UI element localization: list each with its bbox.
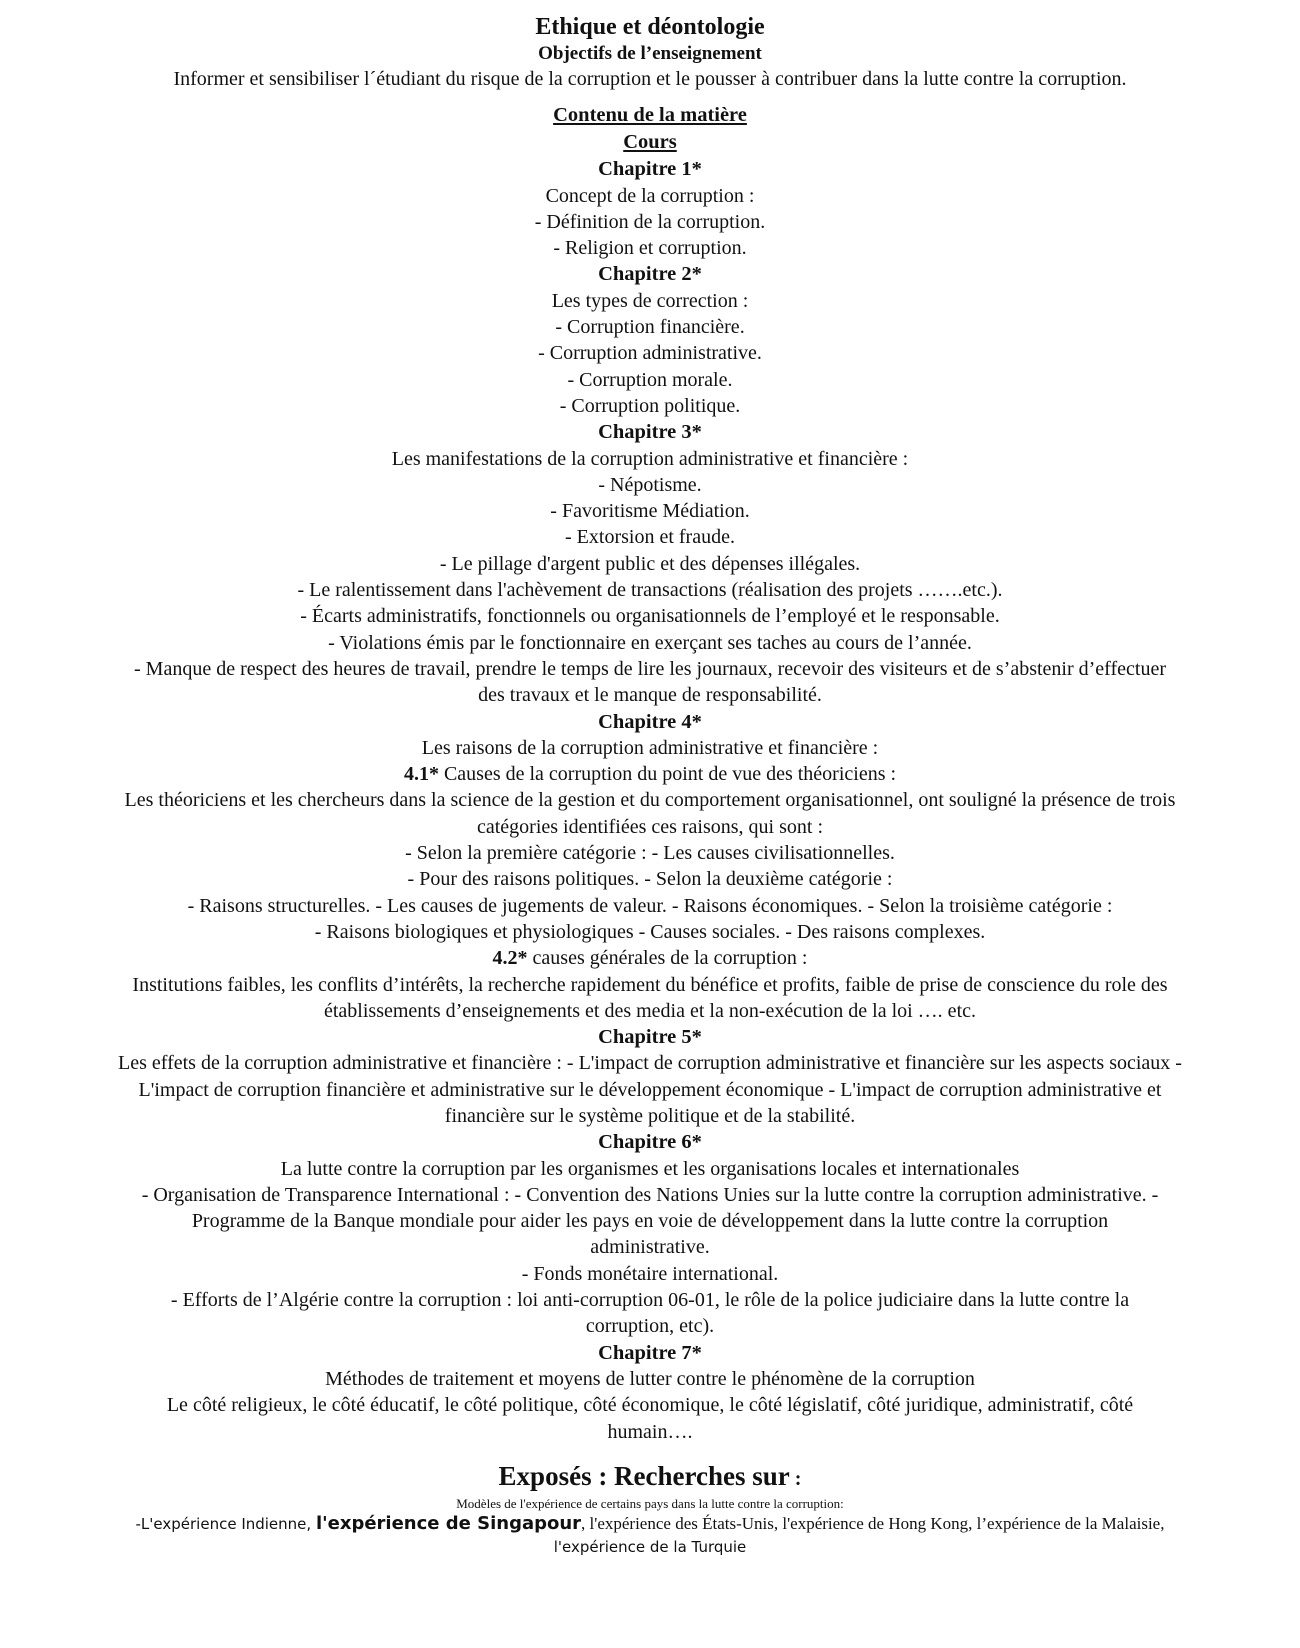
chapter-3-title: Chapitre 3* [598,421,702,444]
chapter-4-intro: Les raisons de la corruption administrative et financière : [421,736,879,759]
chapter-1-line: Concept de la corruption : [545,184,755,207]
chapter-7-line: Le côté religieux, le côté éducatif, le côté politique, côté économique, le côté législatif, côté juridique, administratif, côté humain…. [166,1394,1134,1443]
chapter-6-title: Chapitre 6* [598,1131,702,1154]
chapter-1-title: Chapitre 1* [598,158,702,181]
chapter-2-line: - Corruption politique. [559,394,741,417]
exposes-subtitle: Modèles de l'expérience de certains pays dans la lutte contre la corruption: [456,1495,844,1511]
section-4-1-number: 4.1* [403,763,439,786]
section-4-1-line: Les théoriciens et les chercheurs dans la science de la gestion et du comportement organisationnel, ont souligné la présence de trois catégories identifiées ces raisons, qui sont : [124,789,1176,838]
chapter-3-line: - Violations émis par le fonctionnaire en exerçant ses taches au cours de l’année. [328,631,972,654]
section-4-1-line: - Raisons biologiques et physiologiques - Causes sociales. - Des raisons complexes. [314,920,986,943]
exposes-item-india: -L'expérience Indienne, [135,1514,316,1533]
exposes-item-usa: , l'expérience des États-Unis, [581,1513,783,1533]
section-4-2-text: Institutions faibles, les conflits d’intérêts, la recherche rapidement du bénéfice et profits, faible de prise de conscience du role des établissements d’enseignements et des media et la non-exécution de la loi …. etc. [132,973,1168,1022]
cours-heading: Cours [623,131,677,154]
chapter-2-line: - Corruption administrative. [538,342,762,365]
chapter-5-text: Les effets de la corruption administrative et financière : - L'impact de corruption administrative et financière sur les aspects sociaux - L'impact de corruption financière et administrative sur le développement économique - L'impact de corruption administrative et financière sur le système politique et de la stabilité. [118,1052,1182,1127]
exposes-title: Exposés : Recherches sur [498,1460,790,1491]
exposes-item-turkey: l'expérience de la Turquie [553,1537,747,1556]
exposes-colon: : [789,1467,802,1490]
section-4-1-line: - Pour des raisons politiques. - Selon la deuxième catégorie : [407,868,893,891]
chapter-2-line: - Corruption morale. [567,368,733,391]
section-4-1-title: Causes de la corruption du point de vue des théoriciens : [438,763,897,786]
content-heading: Contenu de la matière [553,104,747,127]
chapter-6-line: La lutte contre la corruption par les organismes et les organisations locales et internationales [280,1157,1020,1180]
chapter-3-line: - Le ralentissement dans l'achèvement de transactions (réalisation des projets …….etc.). [297,579,1003,602]
chapter-3-line: Les manifestations de la corruption administrative et financière : [391,447,909,470]
section-4-2-number: 4.2* [492,947,528,970]
chapter-7-title: Chapitre 7* [598,1341,702,1364]
chapter-3-line: - Le pillage d'argent public et des dépenses illégales. [439,552,861,575]
exposes-heading [80,1459,1220,1496]
chapter-4-title: Chapitre 4* [598,710,702,733]
chapter-2-line: - Corruption financière. [555,316,745,339]
chapter-7-line: Méthodes de traitement et moyens de lutter contre le phénomène de la corruption [325,1367,975,1390]
chapter-1-line: - Religion et corruption. [553,237,747,260]
objectives-text: Informer et sensibiliser l´étudiant du risque de la corruption et le pousser à contribuer dans la lutte contre la corruption. [173,68,1127,90]
chapter-6-line: - Fonds monétaire international. [521,1262,779,1285]
section-4-2-title: causes générales de la corruption : [527,947,808,970]
chapter-6-line: - Efforts de l’Algérie contre la corruption : loi anti-corruption 06-01, le rôle de la police judiciaire dans la lutte contre la corruption, etc). [170,1289,1130,1338]
chapter-2-title: Chapitre 2* [598,263,702,286]
section-4-2-heading [80,945,1220,971]
exposes-item-hongkong-malaysia: l'expérience de Hong Kong, l’expérience de la Malaisie, [782,1513,1165,1533]
objectives-heading: Objectifs de l’enseignement [538,43,762,64]
chapter-3-line: - Népotisme. [598,473,702,496]
chapter-3-line: - Écarts administratifs, fonctionnels ou organisationnels de l’employé et le responsable. [300,605,1000,628]
section-4-1-line: - Selon la première catégorie : - Les causes civilisationnelles. [405,842,895,865]
exposes-item-singapore: l'expérience de Singapour [315,1512,582,1534]
exposes-list [130,1512,1170,1559]
chapter-1-line: - Définition de la corruption. [534,210,766,233]
section-4-1-line: - Raisons structurelles. - Les causes de jugements de valeur. - Raisons économiques. - Selon la troisième catégorie : [187,894,1113,917]
section-4-1-heading [80,761,1220,787]
chapter-5-title: Chapitre 5* [598,1026,702,1049]
chapter-3-line: - Extorsion et fraude. [565,526,735,549]
chapter-2-line: Les types de correction : [551,289,749,312]
chapter-6-line: - Organisation de Transparence International : - Convention des Nations Unies sur la lutte contre la corruption administrative. - Programme de la Banque mondiale pour aider les pays en voie de développement dans la lutte contre la corruption administrative. [141,1183,1159,1259]
document-title: Ethique et déontologie [535,14,765,40]
chapter-3-line: - Favoritisme Médiation. [550,500,750,523]
chapter-3-line: - Manque de respect des heures de travail, prendre le temps de lire les journaux, recevoir des visiteurs et de s’abstenir d’effectuer des travaux et le manque de responsabilité. [134,657,1166,707]
